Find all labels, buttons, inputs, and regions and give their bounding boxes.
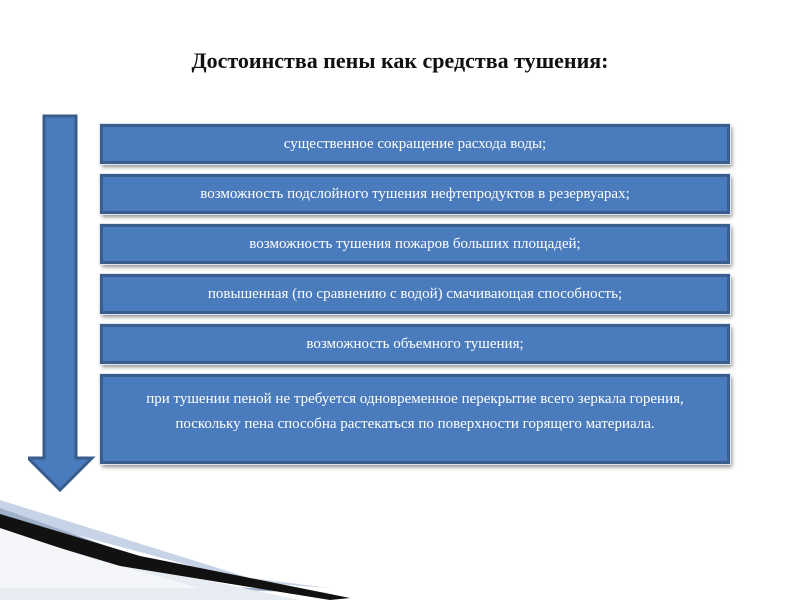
advantage-item-text: возможность объемного тушения; [306,335,524,352]
advantage-item-text: повышенная (по сравнению с водой) смачивающая способность; [207,285,623,302]
advantage-item [100,274,730,314]
advantage-item-text: существенное сокращение расхода воды; [283,135,547,152]
slide-title: Достоинства пены как средства тушения: [191,48,609,73]
advantage-item-text: возможность подслойного тушения нефтепродуктов в резервуарах; [200,185,630,202]
advantage-item [100,324,730,364]
advantage-item [100,224,730,264]
advantage-item [100,124,730,164]
advantage-item-text: при тушении пеной не требуется одновременное перекрытие всего зеркала горения, поскольку пена способна растекаться по поверхности горящего материала. [146,391,684,432]
down-arrow-icon [28,112,98,494]
advantage-item [100,374,730,464]
advantage-item [100,174,730,214]
decorative-swoosh [0,478,800,600]
advantage-item-text: возможность тушения пожаров больших площадей; [249,235,581,252]
